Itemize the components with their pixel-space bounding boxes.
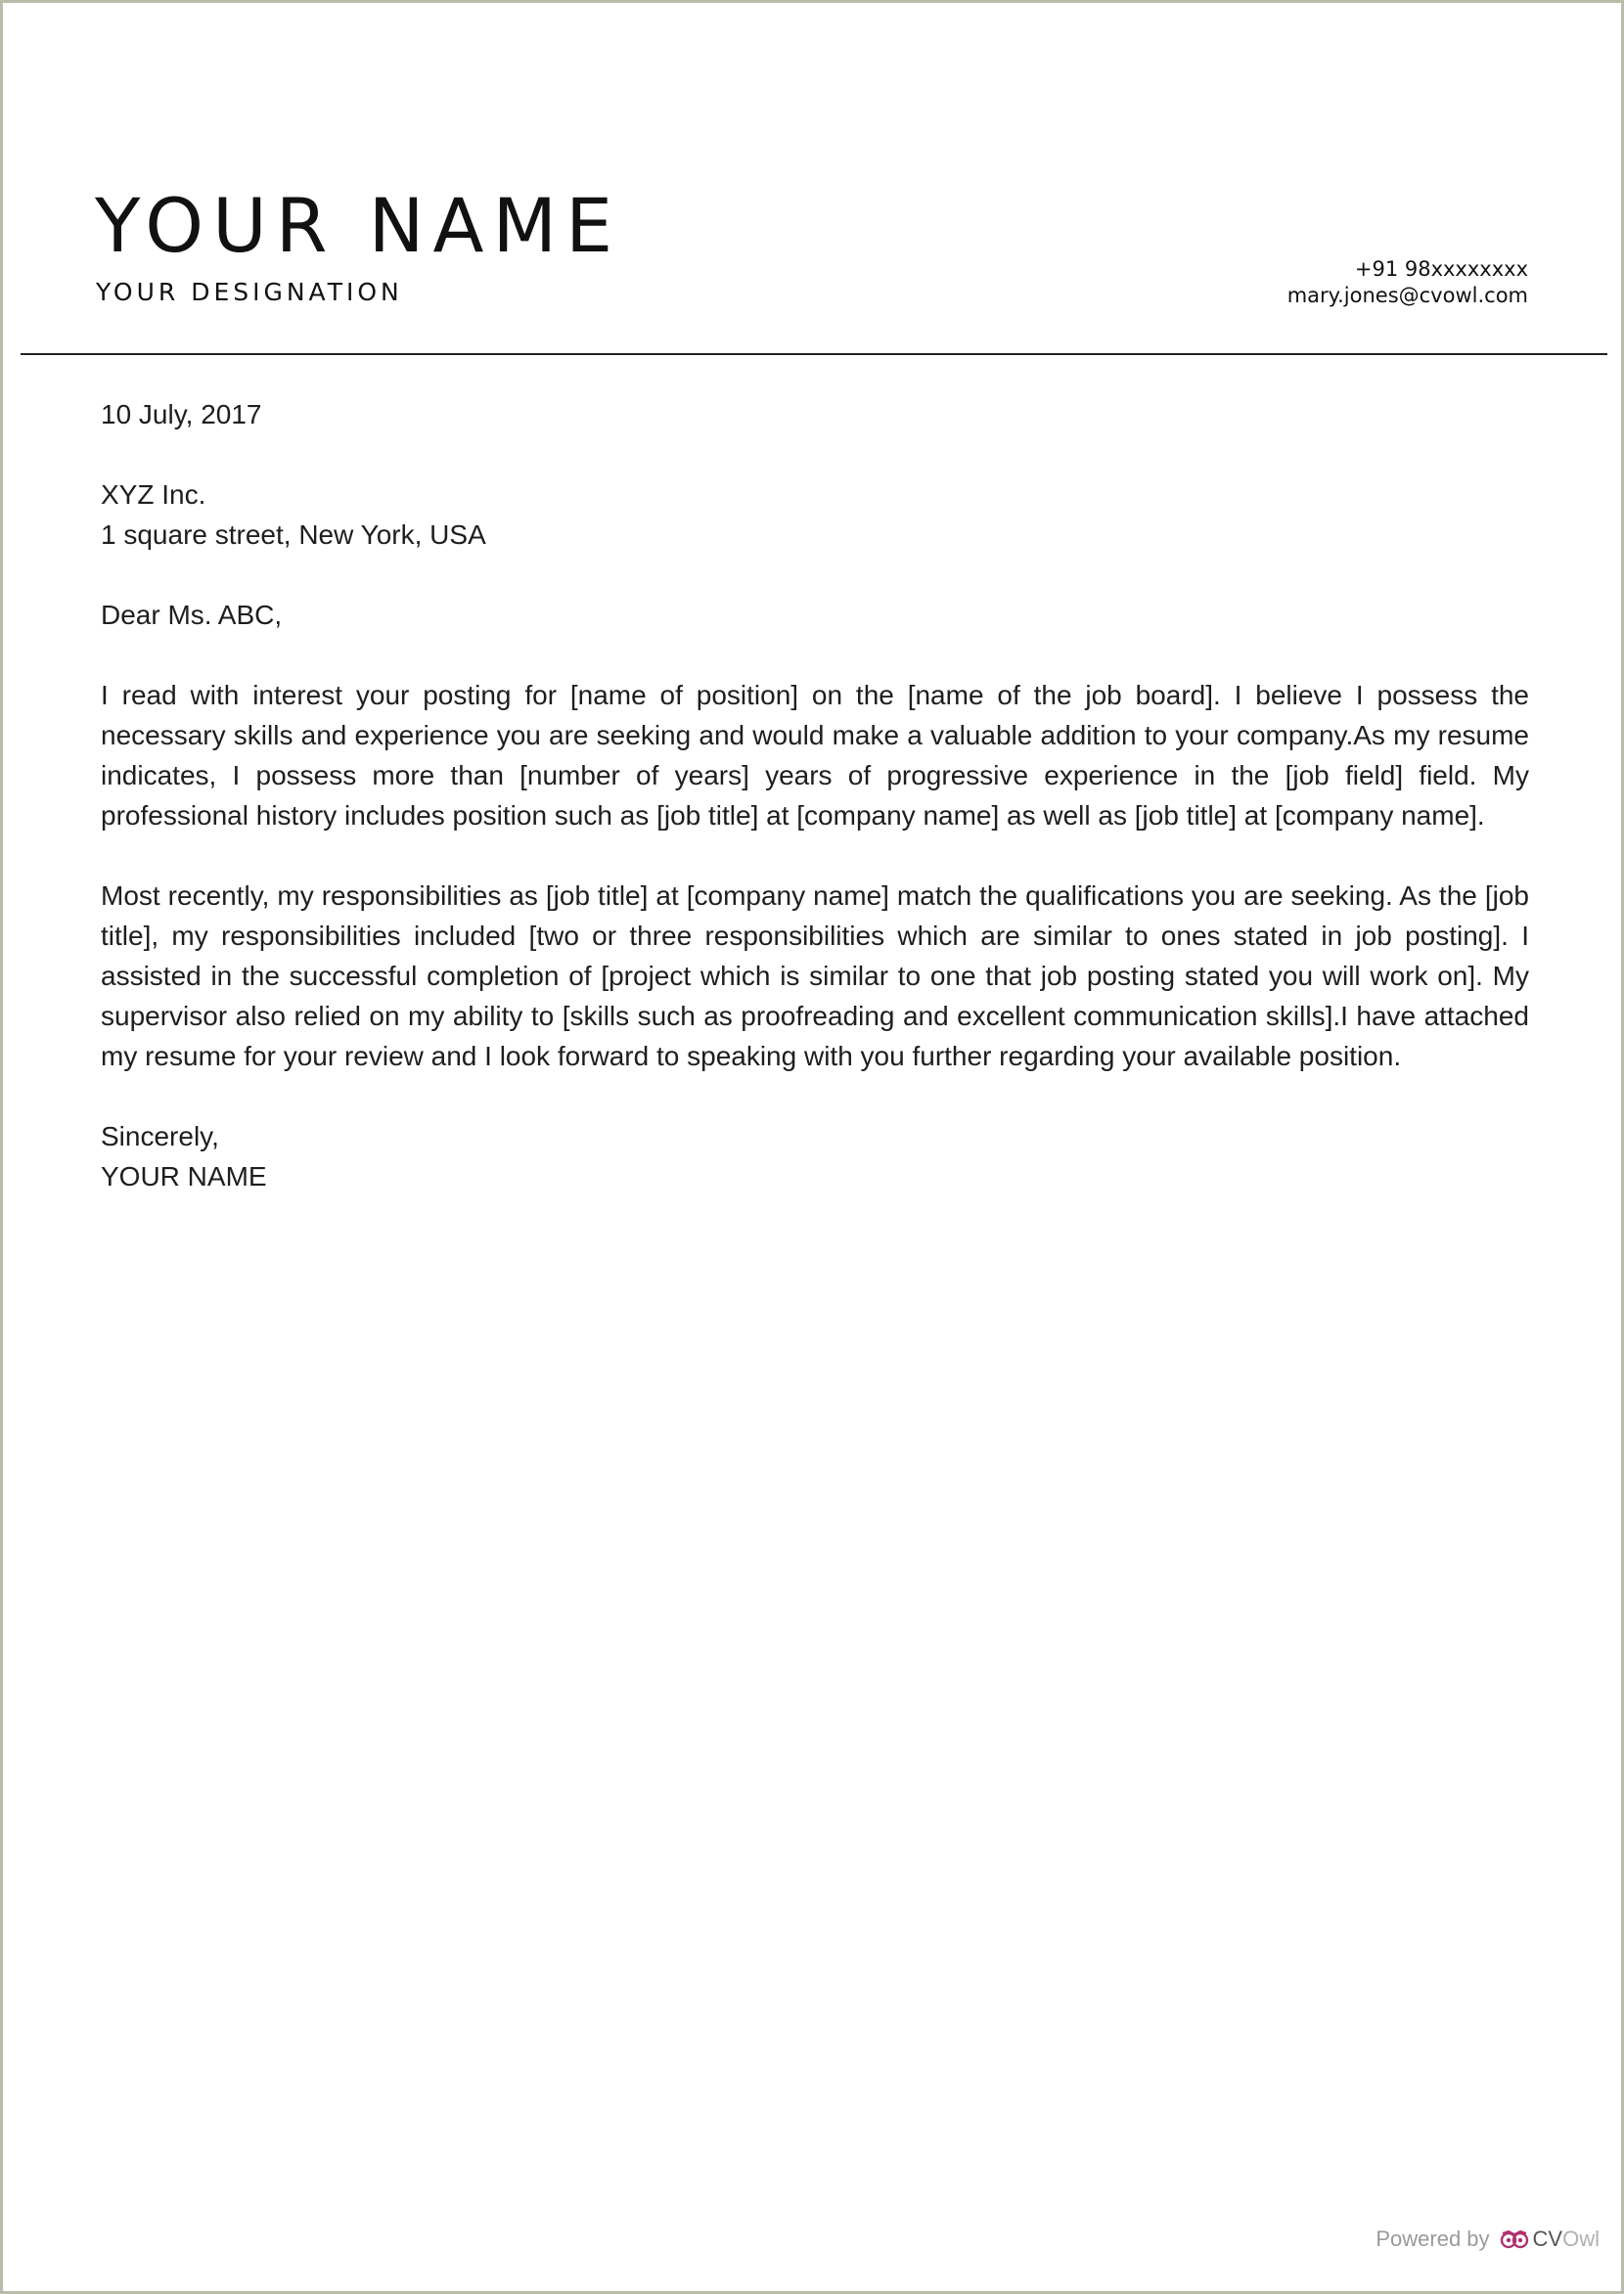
salutation: Dear Ms. ABC, — [101, 600, 283, 630]
recipient-block — [101, 474, 1529, 555]
header-divider — [21, 353, 1607, 355]
powered-by-footer[interactable] — [1376, 2227, 1600, 2252]
closing: Sincerely, — [101, 1121, 219, 1151]
applicant-designation: YOUR DESIGNATION — [96, 278, 403, 306]
contact-block — [1287, 256, 1528, 309]
body-paragraph-1: I read with interest your posting for [name of position] on the [name of the job board]. I believe I possess the necessary skills and experience you are seeking and would make a valuable addition to your company.As my resume indicates, I possess more than [number of years] years of progressive experience in the [job field] field. My professional history includes position such as [job title] at [company name] as well as [job title] at [company name]. — [101, 680, 1529, 831]
phone-number: +91 98xxxxxxxx — [1354, 257, 1528, 281]
email-address: mary.jones@cvowl.com — [1286, 284, 1528, 307]
powered-by-label: Powered by — [1376, 2227, 1490, 2251]
cvowl-wordmark: CVOwl — [1532, 2227, 1600, 2251]
letter-date: 10 July, 2017 — [101, 399, 262, 429]
owl-icon — [1500, 2228, 1529, 2250]
recipient-company: XYZ Inc. — [101, 479, 206, 510]
closing-block — [101, 1116, 1529, 1196]
applicant-name: YOUR NAME — [95, 182, 622, 269]
body-paragraph-2: Most recently, my responsibilities as [job title] at [company name] match the qualifications you are seeking. As the [job title], my responsibilities included [two or three responsibilities which are similar to ones stated in job posting]. I assisted in the successful completion of [project which is similar to one that job posting stated you will work on]. My supervisor also relied on my ability to [skills such as proofreading and excellent communication skills].I have attached my resume for your review and I look forward to speaking with you further regarding your available position. — [101, 880, 1529, 1071]
cvowl-logo[interactable] — [1500, 2227, 1600, 2252]
recipient-address: 1 square street, New York, USA — [101, 519, 486, 550]
letter-body — [101, 394, 1529, 1237]
signature: YOUR NAME — [101, 1161, 267, 1192]
